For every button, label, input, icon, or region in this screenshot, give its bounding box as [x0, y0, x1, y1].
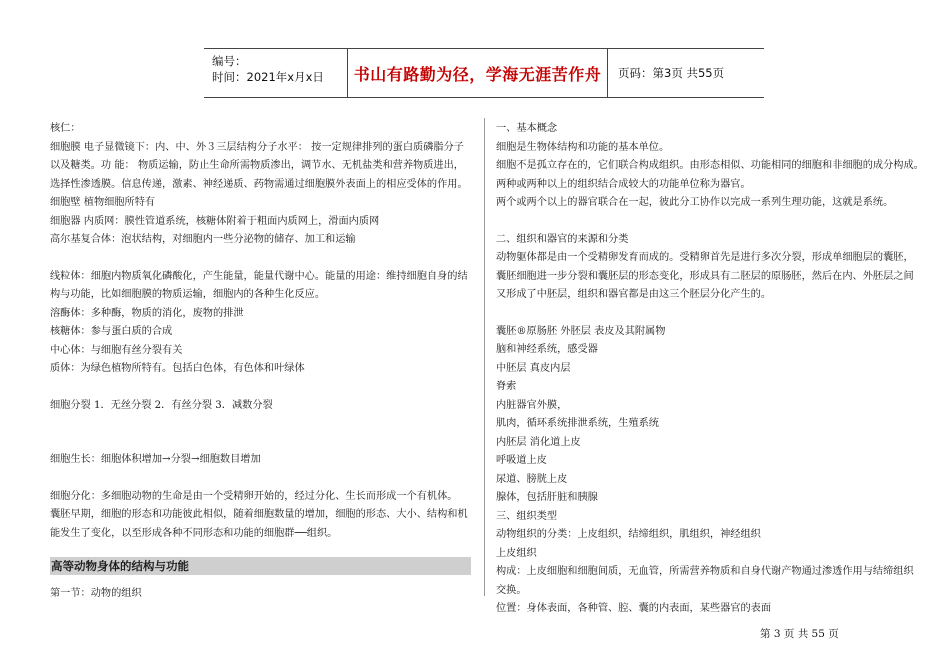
page-label: 页码：第3页 共55页 [618, 66, 725, 80]
right-column [496, 120, 928, 619]
text-line: 呼吸道上皮 [496, 455, 547, 466]
text-line: 细胞生长：细胞体积增加→分裂→细胞数目增加 [50, 454, 261, 465]
text-line: 内胚层 消化道上皮 [496, 436, 581, 448]
text-line: 交换。 [496, 584, 527, 596]
text-line: 囊胚®原肠胚 外胚层 表皮及其附属物 [496, 325, 666, 337]
column-divider [484, 118, 485, 596]
document-header [204, 48, 764, 98]
text-line: 细胞分化：多细胞动物的生命是由一个受精卵开始的，经过分化、生长而形成一个有机体。 [50, 490, 458, 502]
section-heading: 高等动物身体的结构与功能 [50, 557, 471, 575]
text-line: 细胞膜 电子显微镜下：内、中、外３三层结构分子水平： 按一定规律排列的蛋白质磷脂分子 [50, 141, 464, 153]
header-meta-cell [204, 49, 347, 97]
text-line: 动物组织的分类：上皮组织，结缔组织，肌组织，神经组织 [496, 529, 761, 540]
text-line: 囊胚细胞进一步分裂和囊胚层的形态变化，形成具有二胚层的原肠胚，然后在内、外胚层之间 [496, 270, 914, 282]
text-line: 两个或两个以上的器官联合在一起，彼此分工协作以完成一系列生理功能，这就是系统。 [496, 197, 894, 208]
text-line: 第一节：动物的组织 [50, 588, 142, 599]
text-line: 腺体，包括肝脏和胰腺 [496, 492, 598, 503]
text-line: 一、基本概念 [496, 123, 558, 134]
number-label: 编号： [212, 54, 247, 68]
page-footer: 第 3 页 共 55 页 [760, 628, 839, 640]
text-line: 细胞壁 植物细胞所特有 [50, 197, 156, 208]
text-line: 细胞是生物体结构和功能的基本单位。 [496, 141, 670, 153]
text-line: 尿道、膀胱上皮 [496, 473, 568, 485]
text-line: 又形成了中胚层，组织和器官都是由这三个胚层分化产生的。 [496, 289, 772, 300]
text-line: 选择性渗透膜。信息传递，激素、神经递质、药物需通过细胞膜外表面上的相应受体的作用。 [50, 178, 468, 190]
motto-text: 书山有路勤为径，学海无涯苦作舟 [353, 64, 602, 84]
text-line: 二、组织和器官的来源和分类 [496, 233, 629, 245]
text-line: 动物躯体都是由一个受精卵发育而成的。受精卵首先是进行多次分裂，形成单细胞层的囊胚， [496, 252, 914, 263]
text-line: 三、组织类型 [496, 510, 558, 522]
text-line: 溶酶体：多种酶，物质的消化，废物的排泄 [50, 307, 244, 319]
header-motto-cell [347, 49, 608, 97]
text-line: 细胞不是孤立存在的，它们联合构成组织。由形态相似、功能相同的细胞和非细胞的成分构成。 [496, 160, 924, 171]
text-line: 高尔基复合体：泡状结构，对细胞内一些分泌物的储存、加工和运输 [50, 234, 356, 245]
text-line: 构与功能，比如细胞膜的物质运输，细胞内的各种生化反应。 [50, 289, 326, 300]
text-line: 以及糖类。功 能： 物质运输，防止生命所需物质渗出，调节水、无机盐类和营养物质进出， [50, 160, 464, 171]
text-line: 肌肉，循环系统排泄系统，生殖系统 [496, 418, 659, 429]
header-page-cell [608, 49, 764, 97]
text-line: 构成：上皮细胞和细胞间质，无血管，所需营养物质和自身代谢产物通过渗透作用与结缔组织 [496, 566, 914, 577]
text-line: 中胚层 真皮内层 [496, 362, 571, 374]
text-line: 核糖体：参与蛋白质的合成 [50, 326, 173, 337]
text-line: 两种或两种以上的组织结合成较大的功能单位称为器官。 [496, 178, 751, 190]
text-line: 内脏器官外膜， [496, 399, 568, 411]
text-line: 囊胚早期，细胞的形态和功能彼此相似，随着细胞数量的增加，细胞的形态、大小、结构和机 [50, 509, 468, 520]
text-line: 线粒体：细胞内物质氧化磷酸化，产生能量，能量代谢中心。能量的用途：维持细胞自身的结 [50, 270, 468, 282]
text-line: 位置：身体表面，各种管、腔、囊的内表面，某些器官的表面 [496, 603, 772, 614]
text-line: 细胞分裂 1．无丝分裂 2．有丝分裂 3．减数分裂 [50, 399, 273, 411]
text-line: 细胞器 内质网：膜性管道系统，核糖体附着于粗面内质网上，滑面内质网 [50, 215, 380, 227]
text-line: 脊索 [496, 381, 517, 392]
text-line: 能发生了变化，以至形成各种不同形态和功能的细胞群──组织。 [50, 527, 338, 539]
text-line: 中心体：与细胞有丝分裂有关 [50, 344, 183, 356]
time-label: 时间：2021年x月x日 [212, 70, 324, 84]
text-line: 脑和神经系统，感受器 [496, 344, 598, 355]
left-column [50, 120, 475, 604]
text-line: 核仁： [50, 123, 81, 134]
text-line: 上皮组织 [496, 547, 537, 559]
text-line: 质体：为绿色植物所特有。包括白色体，有色体和叶绿体 [50, 363, 305, 374]
